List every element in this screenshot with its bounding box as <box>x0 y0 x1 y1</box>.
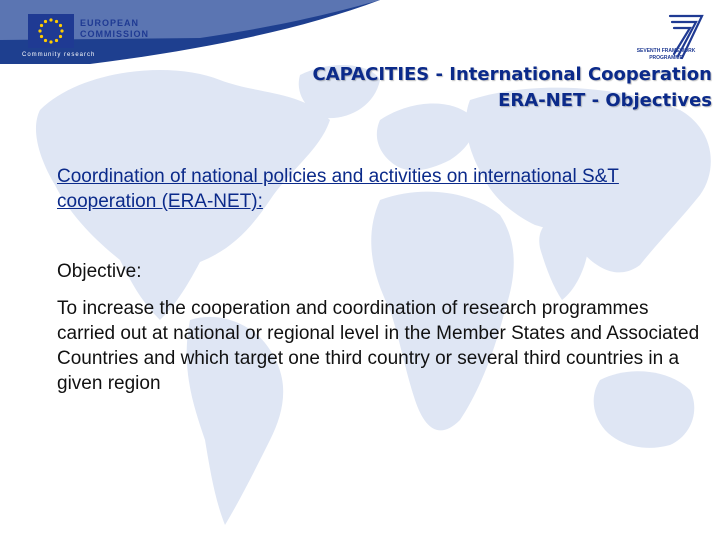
ec-name <box>80 18 149 40</box>
fp7-logo-text-line2: PROGRAMME <box>649 55 683 61</box>
eu-flag-icon <box>28 14 74 48</box>
ec-name-line1: EUROPEAN <box>80 18 140 28</box>
objective-label: Objective: <box>57 261 142 282</box>
slide-title-line2: ERA-NET - Objectives <box>498 90 712 111</box>
slide-content <box>57 164 707 396</box>
section-heading: Coordination of national policies and activities on international S&T cooperation (ERA-NET): <box>57 166 619 212</box>
slide-title-line1: CAPACITIES - International Cooperation <box>312 64 712 85</box>
ec-tagline: Community research <box>22 52 96 58</box>
fp7-logo-text-line1: SEVENTH FRAMEWORK <box>636 48 696 54</box>
slide-title <box>313 62 712 114</box>
objective-text: To increase the cooperation and coordination of research programmes carried out at national or regional level in the Member States and Associated Countries and which target one third country or several third countries in a given region <box>57 298 700 394</box>
fp7-logo-icon <box>636 12 714 68</box>
ec-logo <box>22 14 172 64</box>
ec-name-line2: COMMISSION <box>80 29 150 39</box>
